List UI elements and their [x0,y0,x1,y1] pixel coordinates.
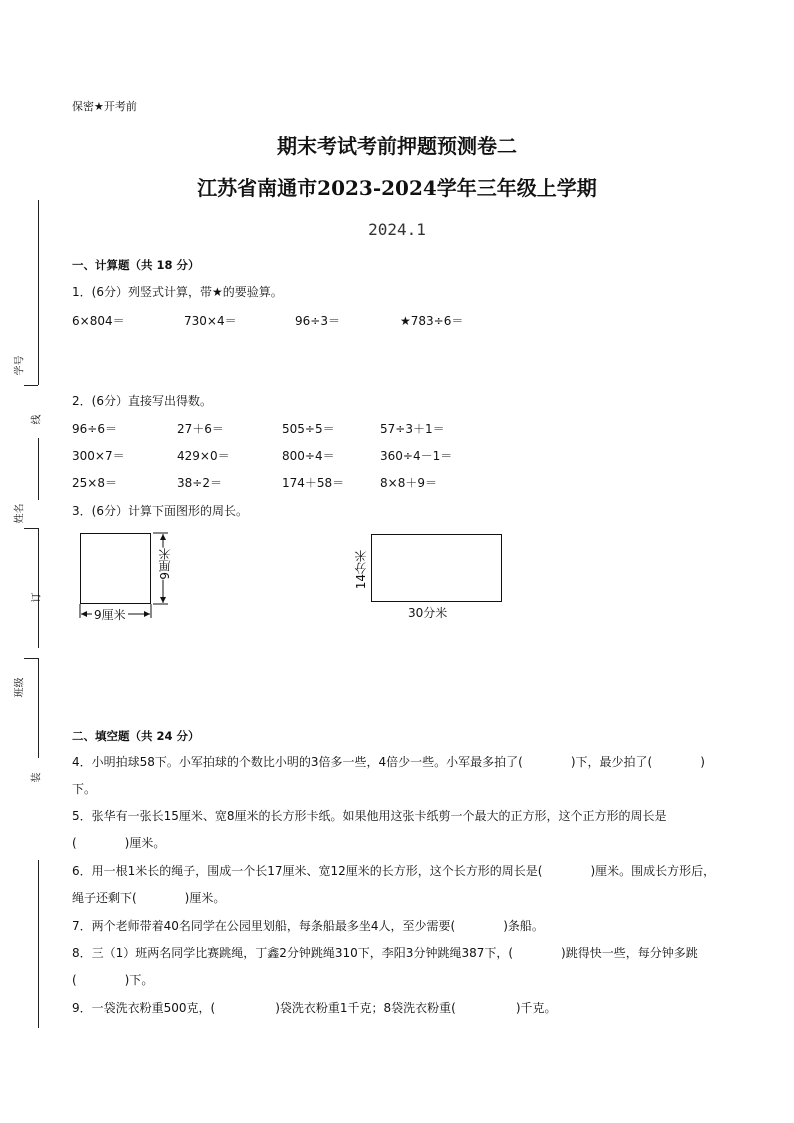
q2-item: 27＋6＝ [177,422,224,436]
binding-line-segment [38,438,39,500]
exam-subtitle: 江苏省南通市2023-2024学年三年级上学期 [197,176,597,200]
q2-item: 57÷3＋1＝ [380,422,445,436]
q2-item: 360÷4－1＝ [380,449,453,463]
binding-tick [24,658,38,659]
q2-item: 8×8＋9＝ [380,476,437,490]
section1-heading: 一、计算题（共 18 分） [72,258,200,272]
binding-line-segment [38,860,39,1028]
q1-item: 730×4＝ [184,314,237,328]
question-8: 8．三（1）班两名同学比赛跳绳，丁鑫2分钟跳绳310下，李阳3分钟跳绳387下，( )跳得快一些，每分钟多跳( )下。 [72,946,698,987]
binding-line-segment [38,528,39,648]
line-label: 线 [31,414,43,425]
q2-item: 174＋58＝ [282,476,345,490]
q2-item: 96÷6＝ [72,422,117,436]
question-5: 5．张华有一张长15厘米、宽8厘米的长方形卡纸。如果他用这张卡纸剪一个最大的正方形，这个正方形的周长是( )厘米。 [72,809,667,850]
staple-label: 订 [31,592,43,603]
rectangle-figure [371,534,502,602]
exam-date: 2024.1 [368,220,426,239]
q2-item: 25×8＝ [72,476,117,490]
rectangle-height-label: 14分米 [354,550,368,590]
q2-item: 300×7＝ [72,449,125,463]
q2-item: 505÷5＝ [282,422,335,436]
q1-item: ★783÷6＝ [400,314,464,328]
section2-heading: 二、填空题（共 24 分） [72,729,200,743]
student-id-label: 学号 [14,355,26,376]
question-9: 9．一袋洗衣粉重500克，( )袋洗衣粉重1千克；8袋洗衣粉重( )千克。 [72,1001,557,1015]
q3-text: 3．(6分）计算下面图形的周长。 [72,504,248,518]
question-4: 4．小明拍球58下。小军拍球的个数比小明的3倍多一些，4倍少一些。小军最多拍了( )下，最少拍了( )下。 [72,755,705,796]
q1-item: 96÷3＝ [295,314,340,328]
q2-text: 2．(6分）直接写出得数。 [72,394,212,408]
square-side-label: 9厘米 [158,548,172,580]
confidential-mark: 保密★开考前 [72,100,137,113]
name-label: 姓名 [14,503,26,524]
square-bottom-label: 9厘米 [94,608,126,622]
binding-tick [24,528,38,529]
q1-item: 6×804＝ [72,314,125,328]
rectangle-width-label: 30分米 [408,606,448,620]
q2-item: 800÷4＝ [282,449,335,463]
binding-line-segment [38,658,39,758]
exam-title: 期末考试考前押题预测卷二 [277,134,517,158]
question-7: 7．两个老师带着40名同学在公园里划船，每条船最多坐4人，至少需要( )条船。 [72,919,544,933]
q2-item: 38÷2＝ [177,476,222,490]
question-6: 6．用一根1米长的绳子，围成一个长17厘米、宽12厘米的长方形，这个长方形的周长是( )厘米。围成长方形后，绳子还剩下( )厘米。 [72,864,716,905]
binding-tick [24,385,38,386]
class-label: 班级 [14,677,26,698]
q2-item: 429×0＝ [177,449,230,463]
q1-text: 1．(6分）列竖式计算，带★的要验算。 [72,285,283,299]
seal-label: 装 [31,772,43,783]
